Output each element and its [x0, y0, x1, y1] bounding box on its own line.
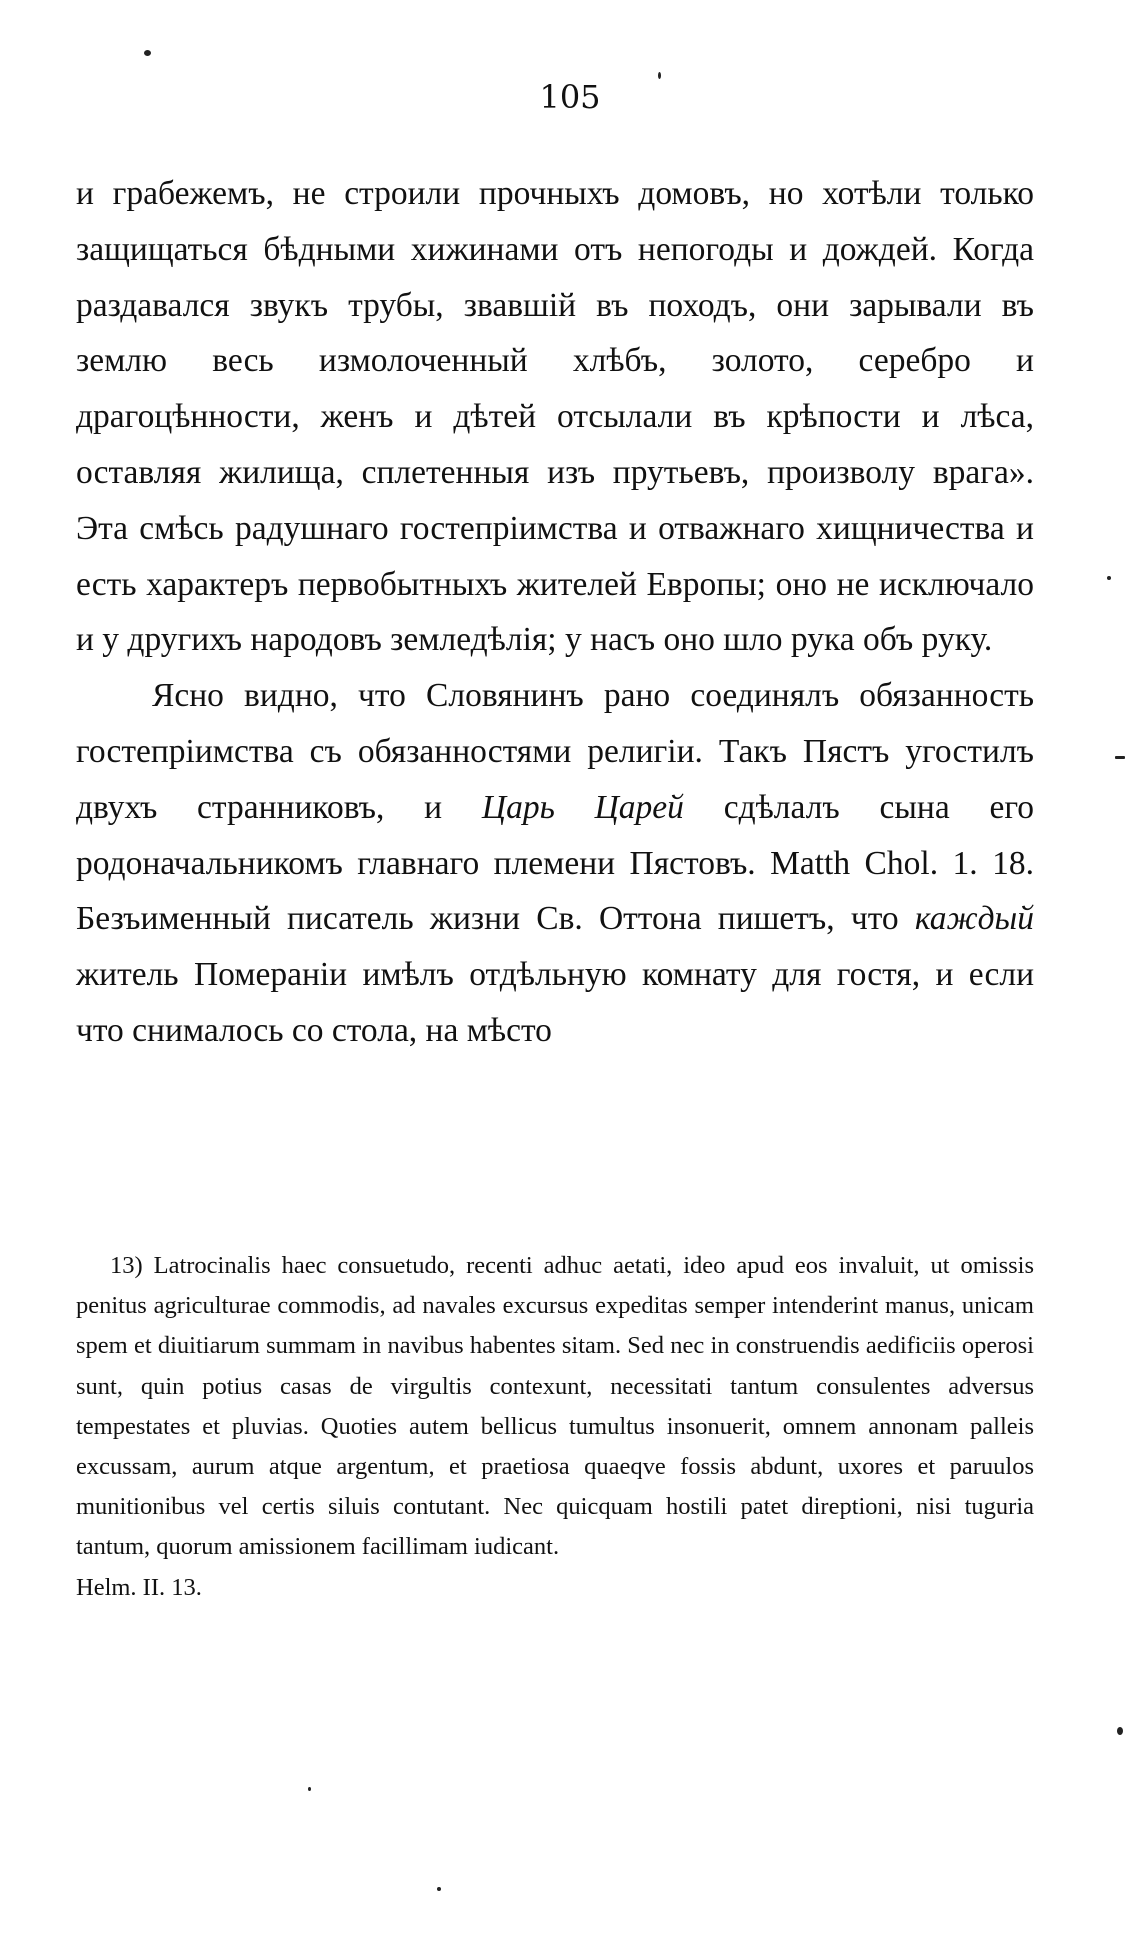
- print-speck: [144, 50, 151, 56]
- print-speck: [1107, 576, 1111, 580]
- print-speck: [308, 1787, 311, 1791]
- page-number: 105: [539, 78, 601, 116]
- print-speck: [437, 1887, 441, 1891]
- print-speck: [1117, 1727, 1123, 1735]
- paragraph-2: [76, 668, 1034, 1059]
- italic-phrase-tsar-tsarei: Царь Царей: [481, 788, 684, 826]
- print-speck: [658, 72, 661, 79]
- footnote-marker: 13): [110, 1252, 143, 1279]
- paragraph-2-text-middle: сдѣлалъ сына его родоначальникомъ главнаго племени Пястовъ. Matth Chol. 1. 18. Безъименный писатель жизни Св. Оттона пишетъ, что: [76, 788, 1034, 938]
- print-speck: [1115, 756, 1125, 759]
- footnote-source: Helm. II. 13.: [76, 1573, 202, 1601]
- footnote-13: [76, 1246, 1034, 1608]
- paragraph-2-text-after: житель Помераніи имѣлъ отдѣльную комнату для гостя, и если что снималось со стола, на мѣсто: [76, 956, 1034, 1049]
- italic-word-kazhdyi: каждый: [914, 900, 1034, 938]
- main-text: [76, 166, 1034, 1059]
- footnote-paragraph: [76, 1246, 1034, 1568]
- paragraph-1: и грабежемъ, не строили прочныхъ домовъ, но хотѣли только защищаться бѣдными хижинами отъ непогоды и дождей. Когда раздавался звукъ трубы, звавшій въ походъ, они зарывали въ землю весь измолоченный хлѣбъ, золото, серебро и драгоцѣнности, женъ и дѣтей отсылали въ крѣпости и лѣса, оставляя жилища, сплетенныя изъ прутьевъ, произволу врага». Эта смѣсь радушнаго гостепріимства и отважнаго хищничества и есть характеръ первобытныхъ жителей Европы; оно не исключало и у другихъ народовъ земледѣлія; у насъ оно шло рука объ руку.: [76, 175, 1034, 659]
- paragraph-2-text-before: Ясно видно, что Словянинъ рано соединялъ обязанность гостепріимства съ обязанностями религіи. Такъ Пястъ угостилъ двухъ странниковъ, и: [76, 677, 1034, 826]
- footnote-text: Latrocinalis haec consuetudo, recenti adhuc aetati, ideo apud eos invaluit, ut omissis penitus agriculturae commodis, ad navales excursus expeditas semper intenderint manus, unicam spem et diuitiarum summam in navibus habentes sitam. Sed nec in construendis aedificiis operosi sunt, quin potius casas de virgultis contexunt, necessitati tantum consulentes adversus tempestates et pluvias. Quoties autem bellicus tumultus insonuerit, omnem annonam palleis excussam, aurum atque argentum, et praetiosa quaeqve fossis abdunt, uxores et paruulos munitionibus vel certis siluis contutant. Nec quicquam hostili patet direptioni, nisi tuguria tantum, quorum amissionem facillimam iudicant.: [76, 1252, 1034, 1561]
